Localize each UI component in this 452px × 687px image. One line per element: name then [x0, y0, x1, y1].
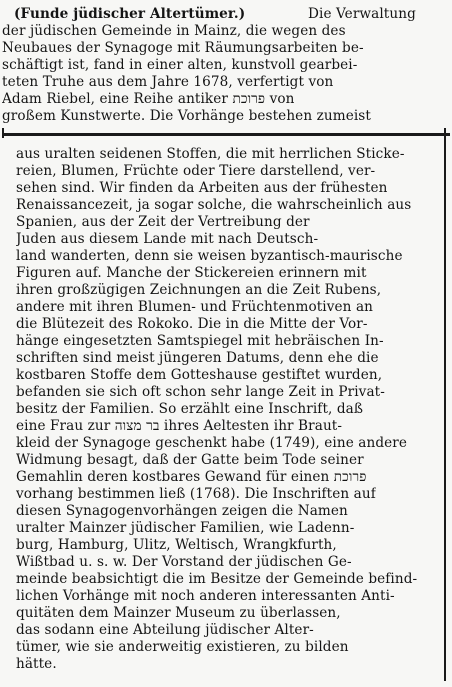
text-line: eine Frau zur בר מצוה ihres Aeltesten ihr Braut- — [16, 418, 343, 434]
text-line: das sodann eine Abteilung jüdischer Alter- — [16, 622, 314, 638]
text-line: Renaissancezeit, ja sogar solche, die wahrscheinlich aus — [16, 197, 412, 213]
text-line: reien, Blumen, Früchte oder Tiere darstellend, ver- — [16, 163, 376, 179]
text-line: vorhang bestimmen ließ (1768). Die Inschriften auf — [16, 486, 376, 502]
text-line: Wißtbad u. s. w. Der Vorstand der jüdischen Ge- — [16, 554, 352, 570]
text-line: meinde beabsichtigt die im Besitze der Gemeinde befind- — [16, 571, 418, 587]
text-line: hätte. — [16, 656, 57, 672]
text-line: lichen Vorhänge mit noch anderen interessanten Anti- — [16, 588, 395, 604]
text-line: burg, Hamburg, Ulitz, Weltisch, Wrangkfurth, — [16, 537, 337, 553]
text-line: besitz der Familien. So erzählt eine Inschrift, daß — [16, 401, 364, 417]
text-line: schriften sind meist jüngeren Datums, denn ehe die — [16, 350, 379, 366]
text-line: land wanderten, denn sie weisen byzantisch-maurische — [16, 248, 403, 264]
text-line: Adam Riebel, eine Reihe antiker פרוכת von — [2, 91, 295, 107]
text-line: sehen sind. Wir finden da Arbeiten aus der frühesten — [16, 180, 388, 196]
text-line: schäftigt ist, fand in einer alten, kunstvoll gearbei- — [2, 57, 358, 73]
text-line: Gemahlin deren kostbares Gewand für einen פרוכת — [16, 469, 367, 485]
text-line: hänge eingesetzten Samtspiegel mit hebräischen In- — [16, 333, 384, 349]
text-line: kleid der Synagoge geschenkt habe (1749), eine andere — [16, 435, 408, 451]
text-line: Die Verwaltung — [308, 6, 416, 22]
text-line: tümer, wie sie anderweitig existieren, zu bilden — [16, 639, 349, 655]
column-rule-left — [2, 128, 4, 138]
separator-rule — [2, 133, 450, 136]
text-line: der jüdischen Gemeinde in Mainz, die wegen des — [2, 23, 346, 39]
text-line: großem Kunstwerte. Die Vorhänge bestehen zumeist — [2, 108, 371, 124]
text-line: uralter Mainzer jüdischer Familien, wie Ladenn- — [16, 520, 355, 536]
article-title: (Funde jüdischer Altertümer.) — [14, 6, 246, 22]
text-line: quitäten dem Mainzer Museum zu überlassen, — [16, 605, 341, 621]
text-line: Juden aus diesem Lande mit nach Deutsch- — [16, 231, 319, 247]
text-line: die Blütezeit des Rokoko. Die in die Mitte der Vor- — [16, 316, 368, 332]
text-line: teten Truhe aus dem Jahre 1678, verfertigt von — [2, 74, 334, 90]
text-line: Spanien, aus der Zeit der Vertreibung der — [16, 214, 310, 230]
text-line: ihren großzügigen Zeichnungen an die Zeit Rubens, — [16, 282, 382, 298]
text-line: andere mit ihren Blumen- und Früchtenmotiven an — [16, 299, 374, 315]
column-rule-right-lower — [444, 136, 446, 681]
text-line: befanden sie sich oft schon sehr lange Zeit in Privat- — [16, 384, 385, 400]
text-line: Widmung besagt, daß der Gatte beim Tode seiner — [16, 452, 364, 468]
text-line: Neubaues der Synagoge mit Räumungsarbeiten be- — [2, 40, 364, 56]
text-line: kostbaren Stoffe dem Gotteshause gestiftet wurden, — [16, 367, 383, 383]
text-line: diesen Synagogenvorhängen zeigen die Namen — [16, 503, 348, 519]
text-line: aus uralten seidenen Stoffen, die mit herrlichen Sticke- — [16, 146, 405, 162]
text-line: Figuren auf. Manche der Stickereien erinnern mit — [16, 265, 367, 281]
